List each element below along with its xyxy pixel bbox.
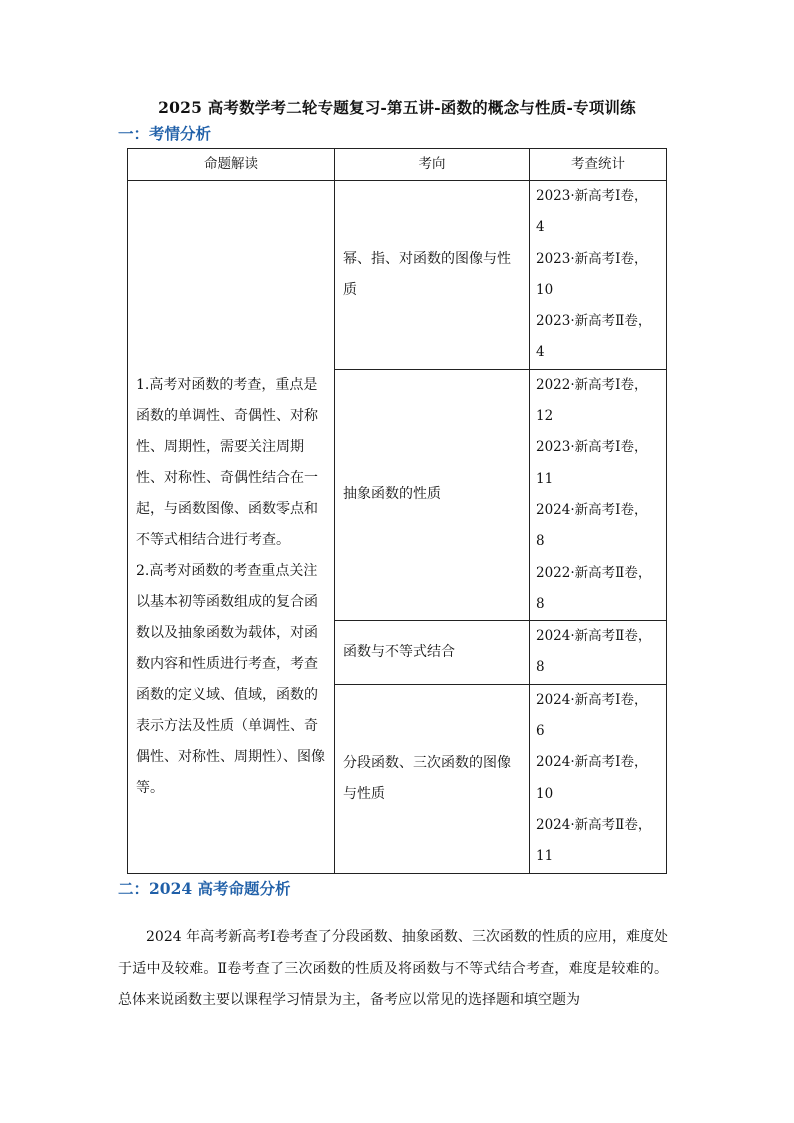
interpretation-point-2: 2.高考对函数的考查重点关注以基本初等函数组成的复合函数以及抽象函数为载体，对函数内容和性质进行考查，考查函数的定义域、值域，函数的表示方法及性质（单调性、奇偶性、对称性、周期性）、图像等。 <box>136 562 325 796</box>
stat-line: 8 <box>536 533 545 550</box>
stat-line: 6 <box>536 723 545 740</box>
stat-line: 2024·新高考Ⅰ卷， <box>536 754 648 771</box>
header-interpretation: 命题解读 <box>128 149 335 181</box>
document-title: 2025 高考数学考二轮专题复习-第五讲-函数的概念与性质-专项训练 <box>158 98 636 117</box>
stat-line: 2024·新高考Ⅰ卷， <box>536 501 648 518</box>
table-header-row <box>128 149 667 181</box>
stat-line: 2023·新高考Ⅰ卷， <box>536 250 648 267</box>
header-topic: 考向 <box>335 149 530 181</box>
stat-line: 2024·新高考Ⅱ卷， <box>536 628 652 645</box>
stat-line: 2024·新高考Ⅱ卷， <box>536 816 652 833</box>
topic-cell: 抽象函数的性质 <box>335 369 530 620</box>
stat-line: 2023·新高考Ⅱ卷， <box>536 313 652 330</box>
header-statistics: 考查统计 <box>530 149 667 181</box>
statistics-cell <box>530 684 667 873</box>
stat-line: 8 <box>536 659 545 676</box>
topic-cell: 幂、指、对函数的图像与性质 <box>335 181 530 370</box>
section-heading-2024-analysis: 二：2024 高考命题分析 <box>118 879 291 898</box>
stat-line: 4 <box>536 344 545 361</box>
stat-line: 4 <box>536 219 545 236</box>
stat-line: 8 <box>536 595 545 612</box>
stat-line: 11 <box>536 848 554 865</box>
analysis-paragraph: 2024 年高考新高考Ⅰ卷考查了分段函数、抽象函数、三次函数的性质的应用，难度处于适中及较难。Ⅱ卷考查了三次函数的性质及将函数与不等式结合考查，难度是较难的。总体来说函数主要以课程学习情景为主，备考应以常见的选择题和填空题为 <box>118 929 668 1008</box>
topic-cell: 函数与不等式结合 <box>335 621 530 685</box>
topic-cell: 分段函数、三次函数的图像与性质 <box>335 684 530 873</box>
statistics-cell <box>530 621 667 685</box>
stat-line: 11 <box>536 470 554 487</box>
interpretation-point-1: 1.高考对函数的考查，重点是函数的单调性、奇偶性、对称性、周期性，需要关注周期性、对称性、奇偶性结合在一起，与函数图像、函数零点和不等式相结合进行考查。 <box>136 376 318 548</box>
section-heading-analysis: 一：考情分析 <box>118 124 212 143</box>
stat-line: 2023·新高考Ⅰ卷， <box>536 439 648 456</box>
statistics-cell <box>530 181 667 370</box>
stat-line: 2024·新高考Ⅰ卷， <box>536 691 648 708</box>
stat-line: 2022·新高考Ⅰ卷， <box>536 376 648 393</box>
stat-line: 2023·新高考Ⅰ卷， <box>536 188 648 204</box>
stat-line: 2022·新高考Ⅱ卷， <box>536 564 652 581</box>
stat-line: 10 <box>536 281 554 298</box>
interpretation-cell <box>128 181 335 874</box>
stat-line: 12 <box>536 408 554 425</box>
exam-analysis-table <box>127 148 667 874</box>
statistics-cell <box>530 369 667 620</box>
table-row <box>128 181 667 370</box>
stat-line: 10 <box>536 785 554 802</box>
